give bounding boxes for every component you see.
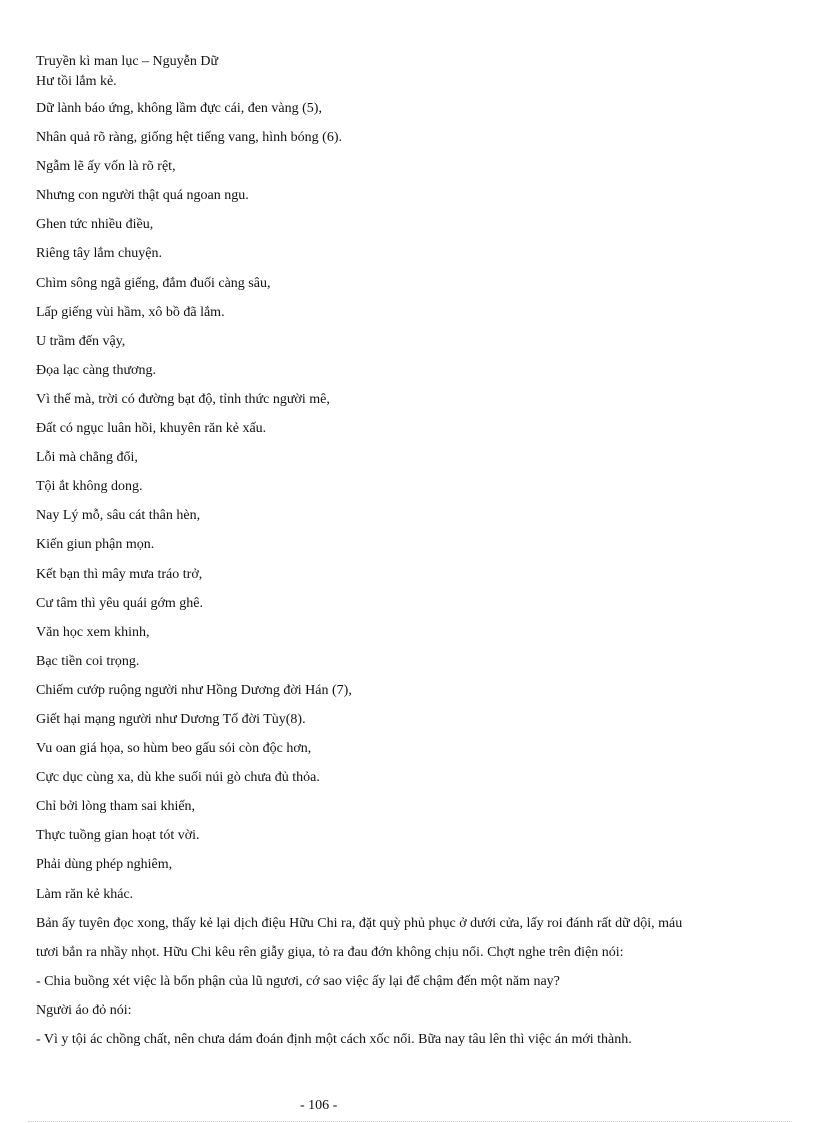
document-body: [36, 71, 781, 1058]
text-line: Phải dùng phép nghiêm,: [36, 857, 173, 873]
text-line: Chỉ bởi lòng tham sai khiến,: [36, 799, 196, 815]
text-line: Đất có ngục luân hồi, khuyên răn kẻ xấu.: [36, 421, 267, 437]
text-line: U trầm đến vậy,: [36, 333, 126, 349]
text-line: Làm răn kẻ khác.: [36, 886, 134, 902]
text-line: Riêng tây lắm chuyện.: [36, 246, 162, 262]
text-line: - Chia buồng xét việc là bổn phận của lũ ngươi, cớ sao việc ấy lại để chậm đến một năm nay?: [36, 973, 560, 989]
text-line: Văn học xem khinh,: [36, 624, 150, 640]
text-line: Vì thế mà, trời có đường bạt độ, tỉnh thức người mê,: [36, 391, 330, 407]
text-line: Nay Lý mỗ, sâu cát thân hèn,: [36, 508, 201, 524]
text-line: tươi bắn ra nhầy nhọt. Hữu Chi kêu rên giẫy giụa, tỏ ra đau đớn không chịu nổi. Chợt nghe trên điện nói:: [36, 944, 624, 960]
text-line: Chìm sông ngã giếng, đắm đuối càng sâu,: [36, 275, 271, 291]
text-line: Đọa lạc càng thương.: [36, 362, 156, 378]
text-line: Lỗi mà chẳng đổi,: [36, 450, 138, 466]
text-line: Người áo đỏ nói:: [36, 1002, 132, 1018]
text-line: Kiến giun phận mọn.: [36, 537, 155, 553]
text-line: Kết bạn thì mây mưa tráo trở,: [36, 566, 203, 582]
text-line: - Vì y tội ác chồng chất, nên chưa dám đoán định một cách xốc nổi. Bữa nay tâu lên thì việc án mới thành.: [36, 1032, 632, 1047]
text-line: Ghen tức nhiều điều,: [36, 217, 154, 233]
text-line: Tội ắt không dong.: [36, 479, 143, 495]
text-line: Chiếm cướp ruộng người như Hồng Dương đời Hán (7),: [36, 682, 352, 698]
text-line: Ngẫm lẽ ấy vốn là rõ rệt,: [36, 159, 176, 175]
text-line: Vu oan giá họa, so hùm beo gấu sói còn độc hơn,: [36, 741, 312, 757]
text-line: Thực tuồng gian hoạt tót vời.: [36, 828, 200, 844]
text-line: Hư tồi lắm kẻ.: [36, 74, 117, 89]
text-line: Dữ lành báo ứng, không lầm đực cái, đen vàng (5),: [36, 101, 322, 116]
text-line: Cực dục cùng xa, dù khe suối núi gò chưa đủ thỏa.: [36, 770, 320, 786]
text-line: Giết hại mạng người như Dương Tố đời Tùy(8).: [36, 711, 306, 727]
page-number: - 106 -: [300, 1098, 338, 1113]
text-line: Cư tâm thì yêu quái gớm ghê.: [36, 595, 204, 611]
running-header: Truyền kì man lục – Nguyễn Dữ: [36, 54, 219, 69]
text-line: Lấp giếng vùi hầm, xô bồ đã lắm.: [36, 304, 225, 320]
text-line: Nhân quả rõ ràng, giống hệt tiếng vang, hình bóng (6).: [36, 130, 342, 146]
text-line: Bản ấy tuyên đọc xong, thấy kẻ lại dịch điệu Hữu Chi ra, đặt quỳ phủ phục ở dưới cửa, lấy roi đánh rất dữ dội, máu: [36, 915, 683, 931]
text-line: Nhưng con người thật quá ngoan ngu.: [36, 188, 249, 204]
page-bottom-divider: [28, 1121, 792, 1122]
text-line: Bạc tiền coi trọng.: [36, 653, 140, 669]
